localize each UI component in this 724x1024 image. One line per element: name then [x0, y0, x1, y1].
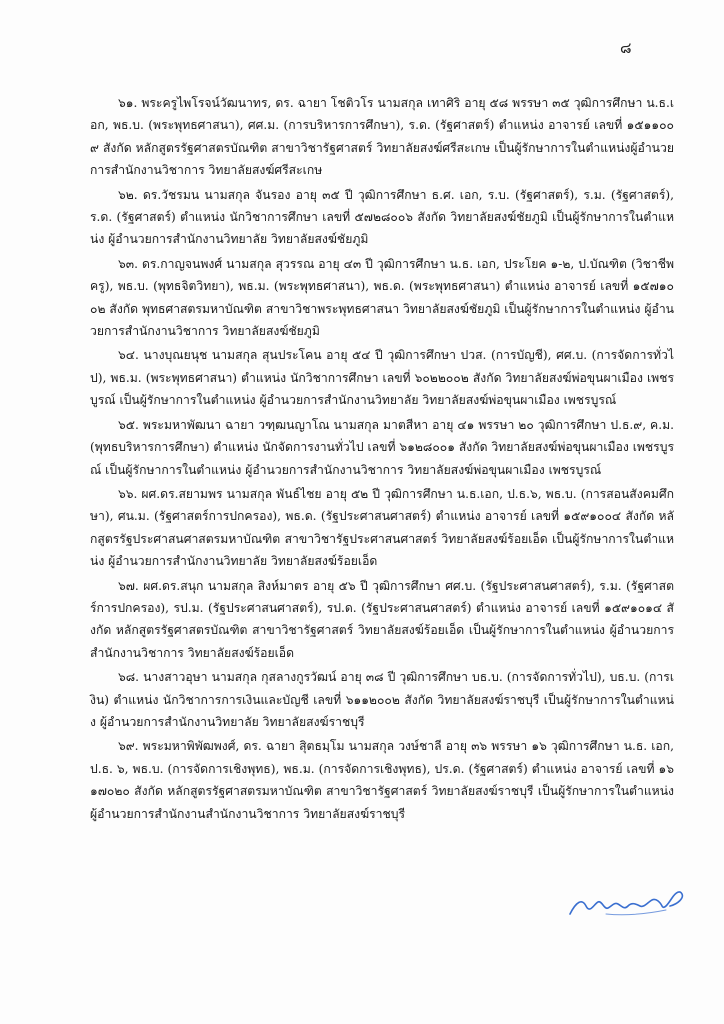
- list-item: ๖๑. พระครูไพโรจน์วัฒนาทร, ดร. ฉายา โชติวโร นามสกุล เทาศิริ อายุ ๕๘ พรรษา ๓๕ วุฒิการศึกษา น.ธ.เอก, พธ.บ. (พระพุทธศาสนา), ศศ.ม. (การบริหารการศึกษา), ร.ด. (รัฐศาสตร์) ตำแหน่ง อาจารย์ เลขที่ ๑๕๑๑๐๐๙ สังกัด หลักสูตรรัฐศาสตรบัณฑิต สาขาวิชารัฐศาสตร์ วิทยาลัยสงฆ์ศรีสะเกษ เป็นผู้รักษาการในตำแหน่งผู้อำนวยการสำนักงานวิชาการ วิทยาลัยสงฆ์ศรีสะเกษ: [90, 96, 674, 178]
- page-number: ๘: [620, 39, 632, 57]
- document-body: [90, 92, 674, 827]
- list-item: ๖๒. ดร.วัชรมน นามสกุล จันรอง อายุ ๓๕ ปี วุฒิการศึกษา ธ.ศ. เอก, ร.บ. (รัฐศาสตร์), ร.ม. (รัฐศาสตร์), ร.ด. (รัฐศาสตร์) ตำแหน่ง นักวิชาการศึกษา เลขที่ ๕๗๒๘๐๐๖ สังกัด วิทยาลัยสงฆ์ชัยภูมิ เป็นผู้รักษาการในตำแหน่ง ผู้อำนวยการสำนักงานวิทยาลัย วิทยาลัยสงฆ์ชัยภูมิ: [90, 187, 674, 247]
- list-item: ๖๙. พระมหาพิพัฒพงศ์, ดร. ฉายา สุิตธมฺโม นามสกุล วงษ์ชาลี อายุ ๓๖ พรรษา ๑๖ วุฒิการศึกษา น.ธ. เอก, ป.ธ. ๖, พธ.บ. (การจัดการเชิงพุทธ), พธ.ม. (การจัดการเชิงพุทธ), ปร.ด. (รัฐศาสตร์) ตำแหน่ง อาจารย์ เลขที่ ๑๖๑๗๐๒๐ สังกัด หลักสูตรรัฐศาสตรมหาบัณฑิต สาขาวิชารัฐศาสตร์ วิทยาลัยสงฆ์ราชบุรี เป็นผู้รักษาการในตำแหน่ง ผู้อำนวยการสำนักงานสำนักงานวิชาการ วิทยาลัยสงฆ์ราชบุรี: [90, 739, 674, 821]
- list-item: ๖๖. ผศ.ดร.สยามพร นามสกุล พันธ์ไชย อายุ ๕๒ ปี วุฒิการศึกษา น.ธ.เอก, ป.ธ.๖, พธ.บ. (การสอนสังคมศึกษา), ศน.ม. (รัฐศาสตร์การปกครอง), พธ.ด. (รัฐประศาสนศาสตร์) ตำแหน่ง อาจารย์ เลขที่ ๑๕๙๑๐๐๔ สังกัด หลักสูตรรัฐประศาสนศาสตรมหาบัณฑิต สาขาวิชารัฐประศาสนศาสตร์ วิทยาลัยสงฆ์ร้อยเอ็ด เป็นผู้รักษาการในตำแหน่ง ผู้อำนวยการสำนักงานวิทยาลัย วิทยาลัยสงฆ์ร้อยเอ็ด: [90, 486, 674, 569]
- list-item: ๖๘. นางสาวอุษา นามสกุล กุสลางกูรวัฒน์ อายุ ๓๘ ปี วุฒิการศึกษา บธ.บ. (การจัดการทั่วไป), บธ.บ. (การเงิน) ตำแหน่ง นักวิชาการการเงินและบัญชี เลขที่ ๖๑๑๒๐๐๒ สังกัด วิทยาลัยสงฆ์ราชบุรี เป็นผู้รักษาการในตำแหน่ง ผู้อำนวยการสำนักงานวิทยาลัย วิทยาลัยสงฆ์ราชบุรี: [90, 670, 674, 729]
- list-item: ๖๕. พระมหาพัฒนา ฉายา วฑฺฒนญาโณ นามสกุล มาตสีหา อายุ ๔๑ พรรษา ๒๐ วุฒิการศึกษา ป.ธ.๙, ค.ม. (พุทธบริหารการศึกษา) ตำแหน่ง นักจัดการงานทั่วไป เลขที่ ๖๑๒๘๐๐๑ สังกัด วิทยาลัยสงฆ์พ่อขุนผาเมือง เพชรบูรณ์ เป็นผู้รักษาการในตำแหน่ง ผู้อำนวยการสำนักงานวิชาการ วิทยาลัยสงฆ์พ่อขุนผาเมือง เพชรบูรณ์: [90, 417, 674, 477]
- list-item: ๖๔. นางบุณยนุช นามสกุล สุนประโคน อายุ ๕๔ ปี วุฒิการศึกษา ปวส. (การบัญชี), ศศ.บ. (การจัดการทั่วไป), พธ.ม. (พระพุทธศาสนา) ตำแหน่ง นักวิชาการศึกษา เลขที่ ๖๐๒๒๐๐๒ สังกัด วิทยาลัยสงฆ์พ่อขุนผาเมือง เพชรบูรณ์ เป็นผู้รักษาการในตำแหน่ง ผู้อำนวยการสำนักงานวิทยาลัย วิทยาลัยสงฆ์พ่อขุนผาเมือง เพชรบูรณ์: [90, 348, 674, 408]
- handwritten-signature: [566, 884, 686, 924]
- list-item: ๖๓. ดร.กาญจนพงศ์ นามสกุล สุวรรณ อายุ ๔๓ ปี วุฒิการศึกษา น.ธ. เอก, ประโยค ๑-๒, ป.บัณฑิต (วิชาชีพครู), พธ.บ. (พุทธจิตวิทยา), พธ.ม. (พระพุทธศาสนา), พธ.ด. (พระพุทธศาสนา) ตำแหน่ง อาจารย์ เลขที่ ๑๕๗๑๐๐๒ สังกัด พุทธศาสตรมหาบัณฑิต สาขาวิชาพระพุทธศาสนา วิทยาลัยสงฆ์ชัยภูมิ เป็นผู้รักษาการในตำแหน่ง ผู้อำนวยการสำนักงานวิชาการ วิทยาลัยสงฆ์ชัยภูมิ: [90, 256, 674, 339]
- list-item: ๖๗. ผศ.ดร.สนุก นามสกุล สิงห์มาตร อายุ ๕๖ ปี วุฒิการศึกษา ศศ.บ. (รัฐประศาสนศาสตร์), ร.ม. (รัฐศาสตร์การปกครอง), รป.ม. (รัฐประศาสนศาสตร์), รป.ด. (รัฐประศาสนศาสตร์) ตำแหน่ง อาจารย์ เลขที่ ๑๕๙๑๐๑๔ สังกัด หลักสูตรรัฐศาสตรบัณฑิต สาขาวิชารัฐศาสตร์ วิทยาลัยสงฆ์ร้อยเอ็ด เป็นผู้รักษาการในตำแหน่ง ผู้อำนวยการสำนักงานวิชาการ วิทยาลัยสงฆ์ร้อยเอ็ด: [90, 578, 674, 660]
